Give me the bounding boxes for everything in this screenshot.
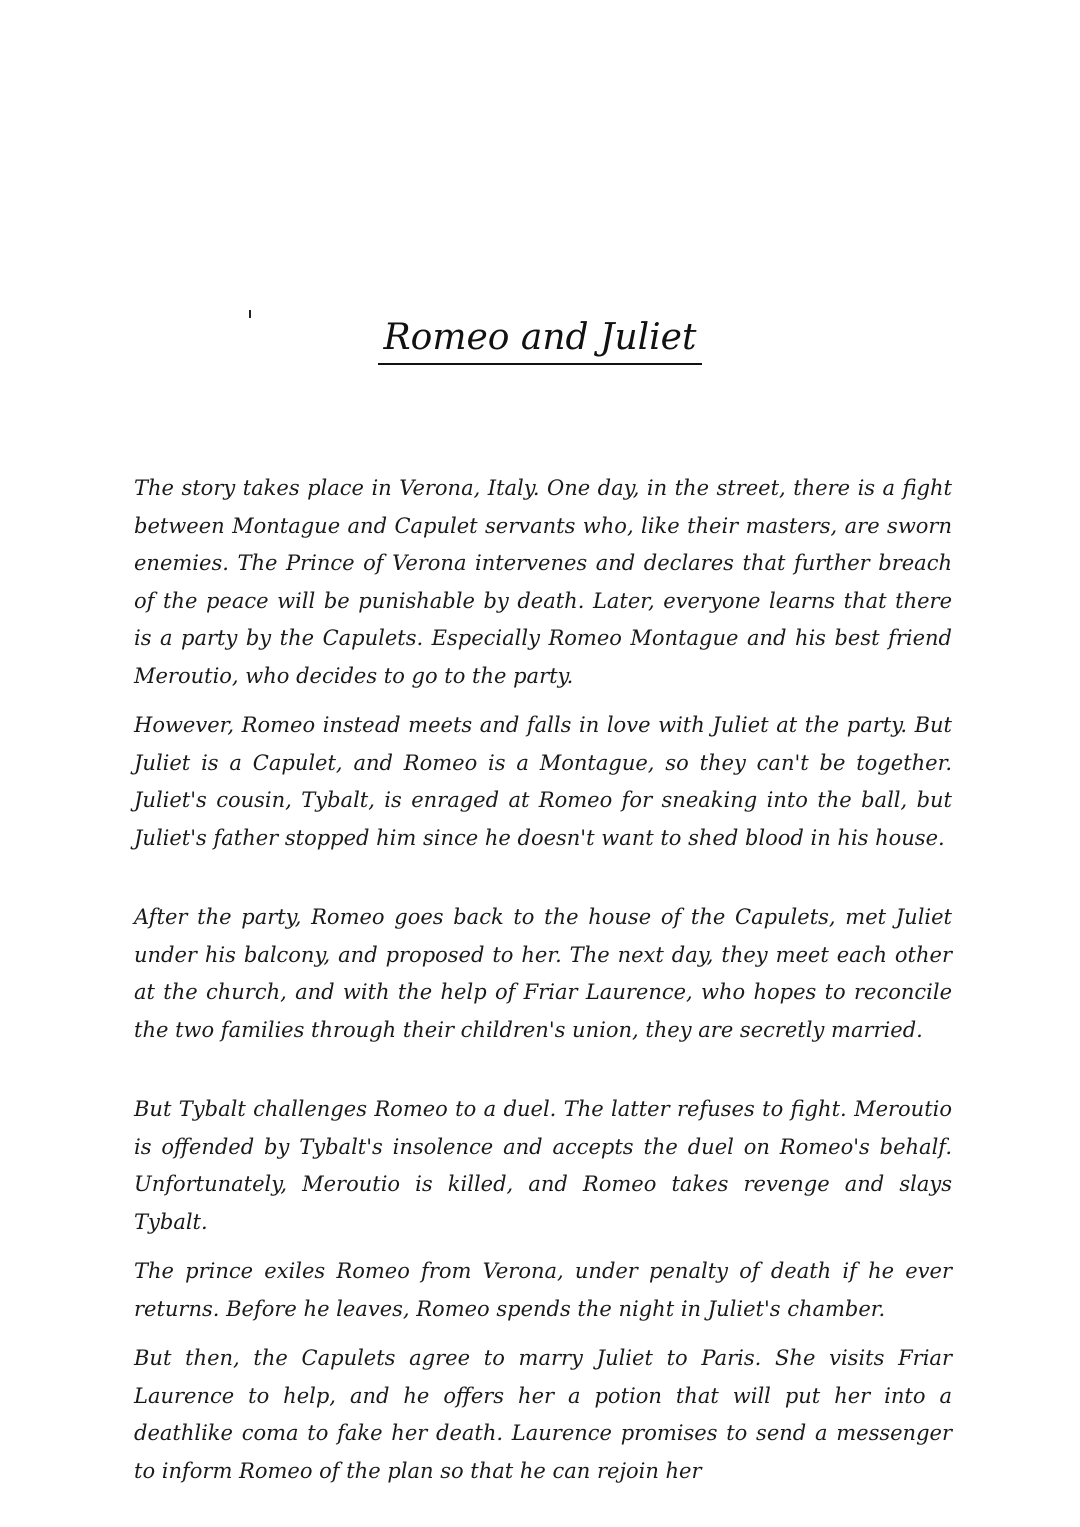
- document-title: [0, 316, 1080, 365]
- paragraph-4: But Tybalt challenges Romeo to a duel. The latter refuses to fight. Meroutio is offended by Tybalt's insolence and accepts the duel on Romeo's behalf. Unfortunately, Meroutio is killed, and Romeo takes revenge and slays Tybalt.: [134, 1097, 952, 1234]
- paragraph-6: But then, the Capulets agree to marry Juliet to Paris. She visits Friar Laurence to help, and he offers her a potion that will put her into a deathlike coma to fake her death. Laurence promises to send a messenger to inform Romeo of the plan so that he can rejoin her: [134, 1346, 952, 1483]
- paragraph-3: After the party, Romeo goes back to the house of the Capulets, met Juliet under his balcony, and proposed to her. The next day, they meet each other at the church, and with the help of Friar Laurence, who hopes to reconcile the two families through their children's union, they are secretly married.: [134, 905, 952, 1042]
- paragraph-5: The prince exiles Romeo from Verona, under penalty of death if he ever returns. Before he leaves, Romeo spends the night in Juliet's chamber.: [134, 1259, 952, 1321]
- paragraph-2: However, Romeo instead meets and falls in love with Juliet at the party. But Juliet is a Capulet, and Romeo is a Montague, so they can't be together. Juliet's cousin, Tybalt, is enraged at Romeo for sneaking into the ball, but Juliet's father stopped him since he doesn't want to shed blood in his house.: [134, 713, 952, 850]
- document-title-text: Romeo and Juliet: [378, 316, 703, 365]
- paragraph-1: The story takes place in Verona, Italy. One day, in the street, there is a fight between Montague and Capulet servants who, like their masters, are sworn enemies. The Prince of Verona intervenes and declares that further breach of the peace will be punishable by death. Later, everyone learns that there is a party by the Capulets. Especially Romeo Montague and his best friend Meroutio, who decides to go to the party.: [134, 476, 952, 688]
- document-body: [134, 470, 952, 1490]
